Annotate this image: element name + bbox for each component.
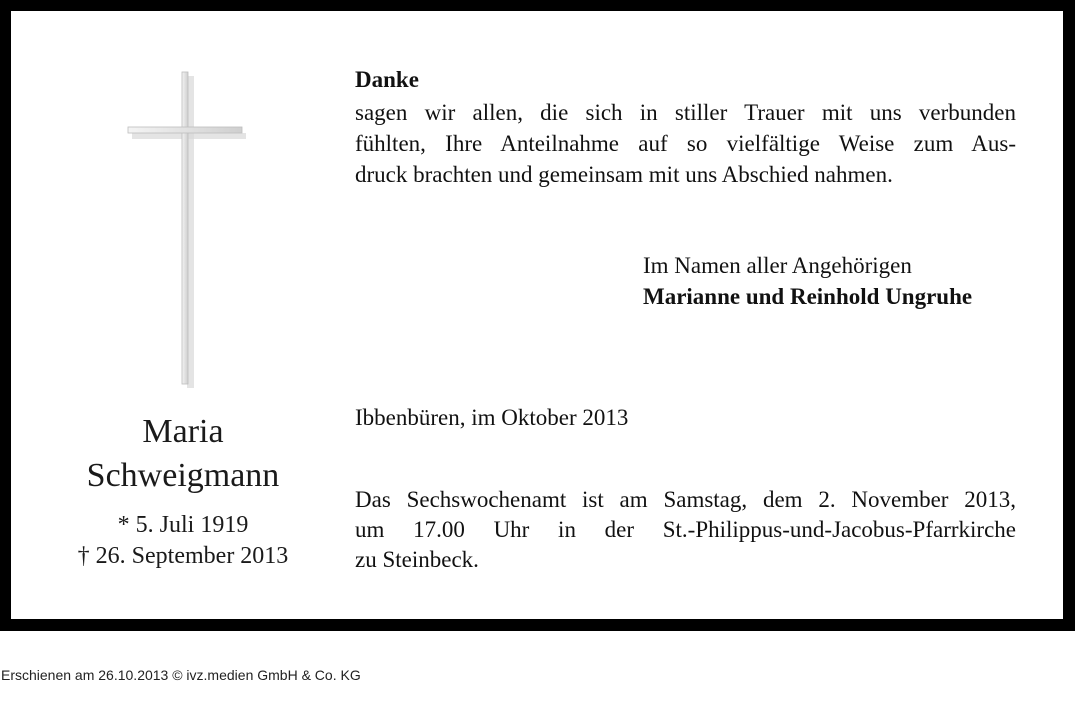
signature-names: Marianne und Reinhold Ungruhe [643,284,973,309]
death-date: † 26. September 2013 [77,543,289,569]
deceased-last-name: Schweigmann [86,457,280,494]
thanks-line: druck brachten und gemeinsam mit uns Abschied nahmen. [355,162,893,187]
signature-intro: Im Namen aller Angehörigen [643,253,912,278]
service-line: um 17.00 Uhr in der St.-Philippus-und-Jacobus-Pfarrkirche [355,517,1016,542]
cross-icon [124,68,248,392]
deceased-first-name: Maria [142,413,224,450]
thanks-line: sagen wir allen, die sich in stiller Trauer mit uns verbunden [355,100,1016,125]
place-date: Ibbenbüren, im Oktober 2013 [355,405,629,430]
thanks-line: fühlten, Ihre Anteilnahme auf so vielfältige Weise zum Aus- [355,131,1016,156]
birth-date: * 5. Juli 1919 [117,512,249,538]
service-line: zu Steinbeck. [355,547,479,572]
service-line: Das Sechswochenamt ist am Samstag, dem 2. November 2013, [355,487,1016,512]
publication-footer: Erschienen am 26.10.2013 © ivz.medien GmbH & Co. KG [1,667,361,683]
thanks-heading: Danke [355,67,419,92]
